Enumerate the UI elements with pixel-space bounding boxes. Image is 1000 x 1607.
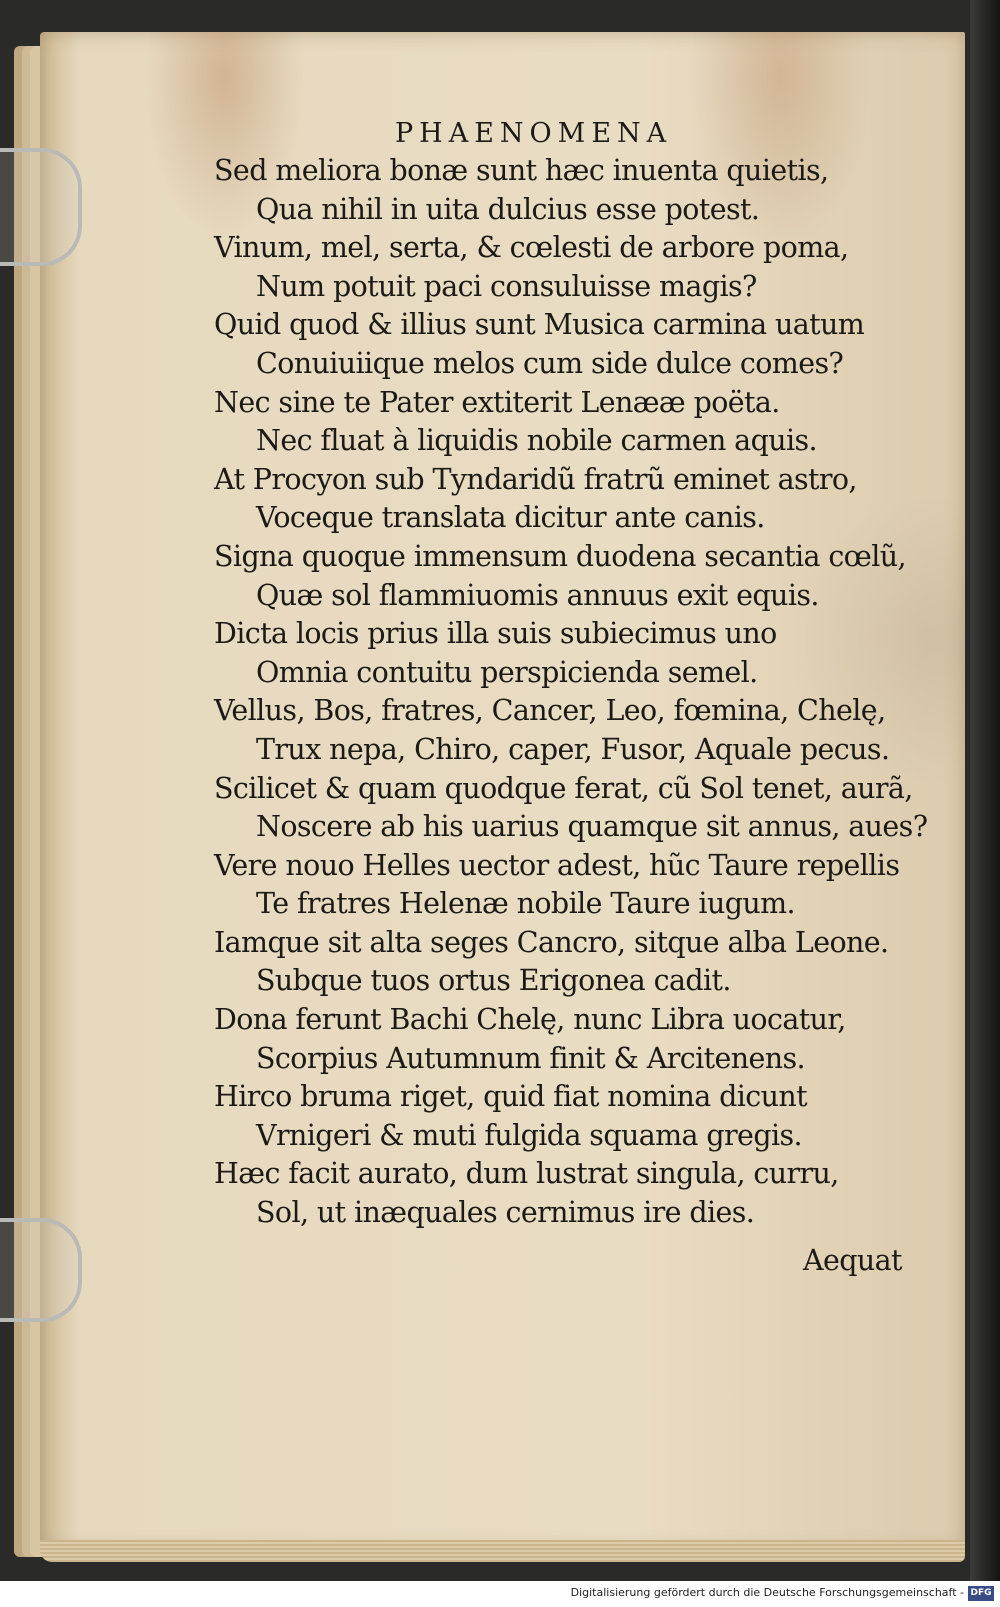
verse-line: Sol, ut inæquales cernimus ire dies. (256, 1196, 755, 1230)
footer-bar (0, 1581, 1000, 1607)
verse-line: Voceque translata dicitur ante canis. (256, 501, 765, 535)
book-binding (970, 0, 1000, 1607)
verse-line: Quæ sol flammiuomis annuus exit equis. (256, 578, 819, 612)
verse-line: Hæc facit aurato, dum lustrat singula, curru, (214, 1157, 839, 1191)
verse-line: Scorpius Autumnum finit & Arcitenens. (256, 1041, 805, 1075)
verse-line: Nec sine te Pater extiterit Lenææ poëta. (214, 385, 780, 419)
verse-line: Num potuit paci consuluisse magis? (256, 269, 757, 303)
verse-line: At Procyon sub Tyndaridũ fratrũ eminet astro, (214, 462, 857, 496)
verse-line: Quid quod & illius sunt Musica carmina uatum (214, 308, 865, 342)
verse-line: Sed meliora bonæ sunt hæc inuenta quietis, (214, 154, 829, 187)
verse-line: Trux nepa, Chiro, caper, Fusor, Aquale pecus. (256, 732, 890, 766)
verse-line: Omnia contuitu perspicienda semel. (256, 655, 758, 689)
verse-line: Nec fluat à liquidis nobile carmen aquis. (256, 424, 817, 458)
page-bottom-edge (40, 1540, 965, 1562)
verse-line: Vinum, mel, serta, & cœlesti de arbore poma, (214, 231, 849, 265)
funding-note: Digitalisierung gefördert durch die Deutsche Forschungsgemeinschaft - (570, 1586, 964, 1599)
dfg-logo-icon: DFG (968, 1586, 994, 1601)
verse-line: Vrnigeri & muti fulgida squama gregis. (256, 1118, 802, 1152)
catchword: Aequat (803, 1244, 902, 1277)
verse-text (214, 152, 928, 1233)
verse-line: Noscere ab his uarius quamque sit annus, aues? (256, 810, 928, 844)
verse-line: Iamque sit alta seges Cancro, sitque alba Leone. (214, 925, 889, 959)
verse-line: Hirco bruma riget, quid fiat nomina dicunt (214, 1080, 808, 1114)
verse-line: Vere nouo Helles uector adest, hũc Taure repellis (214, 848, 900, 882)
page-clip-bottom (0, 1218, 82, 1322)
verse-line: Dicta locis prius illa suis subiecimus uno (214, 617, 777, 651)
verse-line: Vellus, Bos, fratres, Cancer, Leo, fœmina, Chelę, (214, 694, 886, 728)
verse-line: Signa quoque immensum duodena secantia cœlũ, (214, 539, 906, 573)
verse-line: Scilicet & quam quodque ferat, cũ Sol tenet, aurã, (214, 771, 913, 805)
running-head: PHAENOMENA (395, 118, 673, 149)
verse-line: Subque tuos ortus Erigonea cadit. (256, 964, 731, 998)
verse-line: Conuiuiique melos cum side dulce comes? (256, 346, 844, 380)
verse-line: Qua nihil in uita dulcius esse potest. (256, 192, 760, 226)
verse-line: Te fratres Helenæ nobile Taure iugum. (256, 887, 795, 921)
page-clip-top (0, 148, 82, 266)
verse-line: Dona ferunt Bachi Chelę, nunc Libra uocatur, (214, 1003, 846, 1037)
